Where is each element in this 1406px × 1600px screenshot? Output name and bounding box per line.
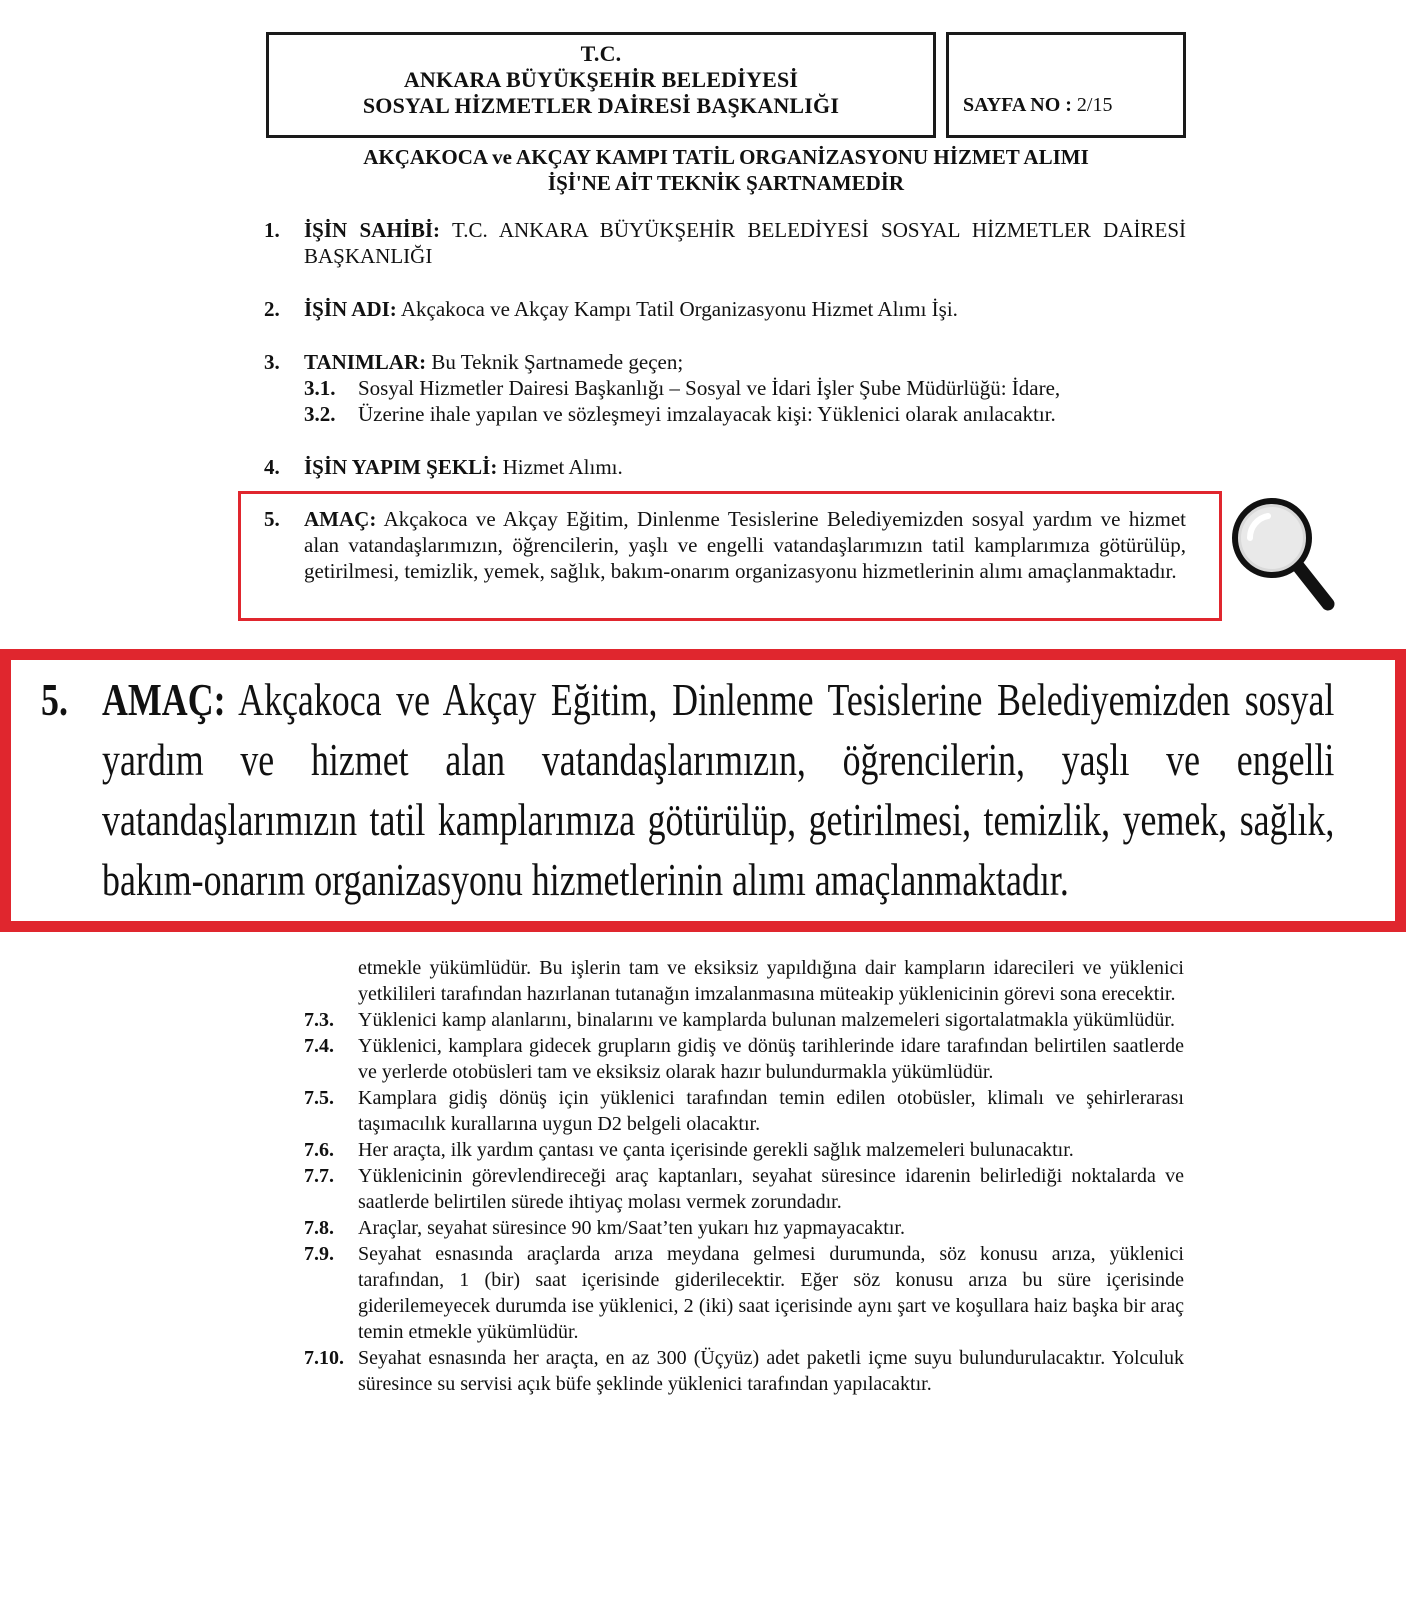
document-title-line1: AKÇAKOCA ve AKÇAY KAMPI TATİL ORGANİZASYONU HİZMET ALIMI xyxy=(363,145,1089,169)
header-line-department: SOSYAL HİZMETLER DAİRESİ BAŞKANLIĞI xyxy=(362,93,840,118)
header-line-municipality: ANKARA BÜYÜKŞEHİR BELEDİYESİ xyxy=(403,67,799,92)
section-text: Hizmet Alımı. xyxy=(502,455,623,479)
zoomed-section-body xyxy=(102,670,1334,910)
list-item xyxy=(304,1085,1184,1137)
section-number: 3. xyxy=(264,350,280,374)
list-item xyxy=(304,1241,1184,1345)
section-number: 5. xyxy=(264,507,280,531)
list-item-number: 7.6. xyxy=(304,1139,334,1161)
list-item-text: Yüklenicinin görevlendireceği araç kaptanları, seyahat süresince idarenin belirlediği noktalarda ve saatlerde belirtilen sürede ihtiyaç molası vermek zorundadır. xyxy=(358,1165,1184,1213)
list-item-number: 7.7. xyxy=(304,1165,334,1187)
continuation-text: etmekle yükümlüdür. Bu işlerin tam ve eksiksiz yapıldığına dair kampların idarecileri ve yüklenici yetkilileri tarafından hazırlanan tutanağın imzalanmasına müteakip yüklenicinin görevi sona erecektir. xyxy=(358,957,1184,1005)
section-label: İŞİN YAPIM ŞEKLİ: xyxy=(304,455,498,479)
section-1-owner xyxy=(264,217,1186,269)
list-item-number: 7.10. xyxy=(304,1347,344,1369)
section-3-definitions xyxy=(264,349,1186,427)
list-item-number: 7.9. xyxy=(304,1243,334,1265)
page-number xyxy=(963,94,1112,117)
list-item xyxy=(304,1007,1184,1033)
list-item xyxy=(304,1345,1184,1397)
section-text: Akçakoca ve Akçay Kampı Tatil Organizasyonu Hizmet Alımı İşi. xyxy=(400,297,958,321)
section-text: Bu Teknik Şartnamede geçen; xyxy=(431,350,684,374)
zoomed-section-label: AMAÇ: xyxy=(102,674,226,725)
list-item-number: 7.3. xyxy=(304,1009,334,1031)
list-item xyxy=(304,1215,1184,1241)
section-number: 2. xyxy=(264,297,280,321)
list-item-text: Seyahat esnasında araçlarda arıza meydana gelmesi durumunda, söz konusu arıza, yüklenici tarafından, 1 (bir) saat içerisinde giderilecektir. Eğer söz konusu arıza bu süre içerisinde giderilemeyecek durumda ise yüklenici, 2 (iki) saat içerisinde aynı şart ve koşullara haiz başka bir araç temin etmekle yükümlüdür. xyxy=(358,1243,1184,1343)
list-item-text: Yüklenici, kamplara gidecek grupların gidiş ve dönüş tarihlerinde idare tarafından belirtilen saatlerde ve yerlerde otobüsleri tam ve eksiksiz olarak hazır bulundurmakla yükümlüdür. xyxy=(358,1035,1184,1083)
list-item xyxy=(304,1137,1184,1163)
document-title-line2: İŞİ'NE AİT TEKNİK ŞARTNAMEDİR xyxy=(547,171,905,195)
section-5-purpose xyxy=(264,506,1186,584)
section-text: T.C. ANKARA BÜYÜKŞEHİR BELEDİYESİ SOSYAL HİZMETLER DAİRESİ BAŞKANLIĞI xyxy=(304,218,1187,268)
page-number-label: SAYFA NO : xyxy=(963,94,1072,116)
list-item-number: 7.4. xyxy=(304,1035,334,1057)
subsection-text: Üzerine ihale yapılan ve sözleşmeyi imzalayacak kişi: Yüklenici olarak anılacaktır. xyxy=(358,402,1056,426)
header-institution-box xyxy=(266,32,936,138)
section-label: İŞİN SAHİBİ: xyxy=(304,218,441,242)
list-item-text: Kamplara gidiş dönüş için yüklenici tarafından temin edilen otobüsler, klimalı ve şehirlerarası taşımacılık kurallarına uygun D2 belgeli olacaktır. xyxy=(358,1087,1184,1135)
list-item xyxy=(304,1163,1184,1215)
section-number: 4. xyxy=(264,455,280,479)
subsection-number: 3.2. xyxy=(304,402,336,426)
list-item xyxy=(304,1033,1184,1085)
subsection-number: 3.1. xyxy=(304,376,336,400)
zoomed-section-number: 5. xyxy=(41,674,68,725)
section-label: AMAÇ: xyxy=(304,507,377,531)
document-title xyxy=(266,144,1186,196)
section-number: 1. xyxy=(264,218,280,242)
section-text: Akçakoca ve Akçay Eğitim, Dinlenme Tesislerine Belediyemizden sosyal yardım ve hizmet alan vatandaşlarımızın, öğrencilerin, yaşlı ve engelli vatandaşlarımızın tatil kamplarımıza götürülüp, getirilmesi, temizlik, yemek, sağlık, bakım-onarım organizasyonu hizmetlerinin alımı amaçlanmaktadır. xyxy=(304,507,1187,583)
magnifier-icon xyxy=(1228,494,1338,614)
section-2-name xyxy=(264,296,1186,322)
section-label: İŞİN ADI: xyxy=(304,297,397,321)
subsection-3-2 xyxy=(304,401,1186,427)
list-item-number: 7.5. xyxy=(304,1087,334,1109)
zoomed-section-5-callout xyxy=(0,649,1406,932)
header-page-box xyxy=(946,32,1186,138)
section-4-method xyxy=(264,454,1186,480)
subsection-text: Sosyal Hizmetler Dairesi Başkanlığı – Sosyal ve İdari İşler Şube Müdürlüğü: İdare, xyxy=(358,376,1061,400)
obligations-list xyxy=(304,1007,1184,1397)
list-item-text: Her araçta, ilk yardım çantası ve çanta içerisinde gerekli sağlık malzemeleri bulunacaktır. xyxy=(358,1139,1074,1161)
header-line-tc: T.C. xyxy=(580,41,622,66)
page-number-value: 2/15 xyxy=(1076,94,1113,116)
subsection-3-1 xyxy=(304,375,1186,401)
list-item-text: Araçlar, seyahat süresince 90 km/Saat’ten yukarı hız yapmayacaktır. xyxy=(358,1217,905,1239)
list-item-text: Yüklenici kamp alanlarını, binalarını ve kamplarda bulunan malzemeleri sigortalatmakla yükümlüdür. xyxy=(358,1009,1175,1031)
zoomed-section-text: Akçakoca ve Akçay Eğitim, Dinlenme Tesislerine Belediyemizden sosyal yardım ve hizmet alan vatandaşlarımızın, öğrencilerin, yaşlı ve engelli vatandaşlarımızın tatil kamplarımıza götürülüp, getirilmesi, temizlik, yemek, sağlık, bakım-onarım organizasyonu hizmetlerinin alımı amaçlanmaktadır. xyxy=(102,674,1335,905)
section-7-continuation xyxy=(304,955,1184,1397)
list-item-number: 7.8. xyxy=(304,1217,334,1239)
section-label: TANIMLAR: xyxy=(304,350,427,374)
list-item-text: Seyahat esnasında her araçta, en az 300 (Üçyüz) adet paketli içme suyu bulundurulacaktır. Yolculuk süresince su servisi açık büfe şeklinde yüklenici tarafından yapılacaktır. xyxy=(358,1347,1184,1395)
